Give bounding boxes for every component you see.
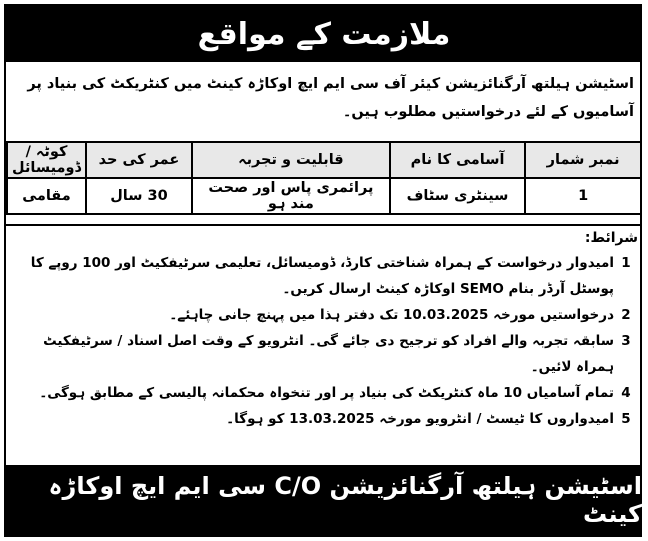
header-age-limit: عمر کی حد	[86, 142, 192, 178]
divider	[6, 224, 642, 226]
page-title	[6, 6, 642, 62]
item-text: امیدوار درخواست کے ہمراہ شناختی کارڈ، ڈومیسائل، تعلیمی سرٹیفکیٹ اور 100 روپے کا پوسٹل آرڈر بنام SEMO اوکاڑہ کینٹ ارسال کریں۔	[30, 255, 614, 297]
item-text: تمام آسامیاں 10 ماہ کنٹریکٹ کی بنیاد پر اور تنخواہ محکمانہ پالیسی کے مطابق ہوگی۔	[39, 385, 614, 401]
cell-qualification: پرائمری پاس اور صحت مند ہو	[192, 178, 390, 214]
list-item	[14, 328, 638, 380]
table-row	[7, 178, 641, 214]
cell-serial: 1	[525, 178, 641, 214]
header-qualification: قابلیت و تجربہ	[192, 142, 390, 178]
item-number: 4	[621, 385, 631, 401]
cell-post-name: سینٹری سٹاف	[390, 178, 526, 214]
list-item	[14, 250, 638, 302]
item-number: 5	[621, 411, 631, 427]
item-text: امیدواروں کا ٹیسٹ / انٹرویو مورخہ 13.03.2025 کو ہوگا۔	[226, 411, 614, 427]
item-number: 3	[621, 333, 631, 349]
footer-banner	[6, 465, 642, 535]
cell-quota: مقامی	[7, 178, 86, 214]
header-post-name: آسامی کا نام	[390, 142, 526, 178]
posts-table	[6, 141, 642, 215]
item-number: 1	[621, 255, 631, 271]
footer-text: اسٹیشن ہیلتھ آرگنائزیشن C/O سی ایم ایچ اوکاڑہ کینٹ	[48, 472, 642, 528]
terms-section	[14, 230, 638, 432]
list-item	[14, 302, 638, 328]
item-text: درخواستیں مورخہ 10.03.2025 تک دفتر ہذا میں پہنچ جانی چاہئے۔	[169, 307, 614, 323]
title-text: ملازمت کے مواقع	[197, 16, 451, 52]
intro-paragraph: اسٹیشن ہیلتھ آرگنائزیشن کیئر آف سی ایم ایچ اوکاڑہ کینٹ میں کنٹریکٹ کی بنیاد پر آسامیوں کے لئے درخواستیں مطلوب ہیں۔	[27, 76, 634, 120]
list-item	[14, 406, 638, 432]
list-item	[14, 380, 638, 406]
header-quota: کوٹہ / ڈومیسائل	[7, 142, 86, 178]
terms-heading: شرائط:	[584, 230, 638, 246]
item-number: 2	[621, 307, 631, 323]
cell-age-limit: 30 سال	[86, 178, 192, 214]
table-header-row	[7, 142, 641, 178]
item-text: سابقہ تجربہ والے افراد کو ترجیح دی جائے گی۔ انٹرویو کے وقت اصل اسناد / سرٹیفکیٹ ہمراہ لائیں۔	[43, 333, 614, 375]
header-serial: نمبر شمار	[525, 142, 641, 178]
